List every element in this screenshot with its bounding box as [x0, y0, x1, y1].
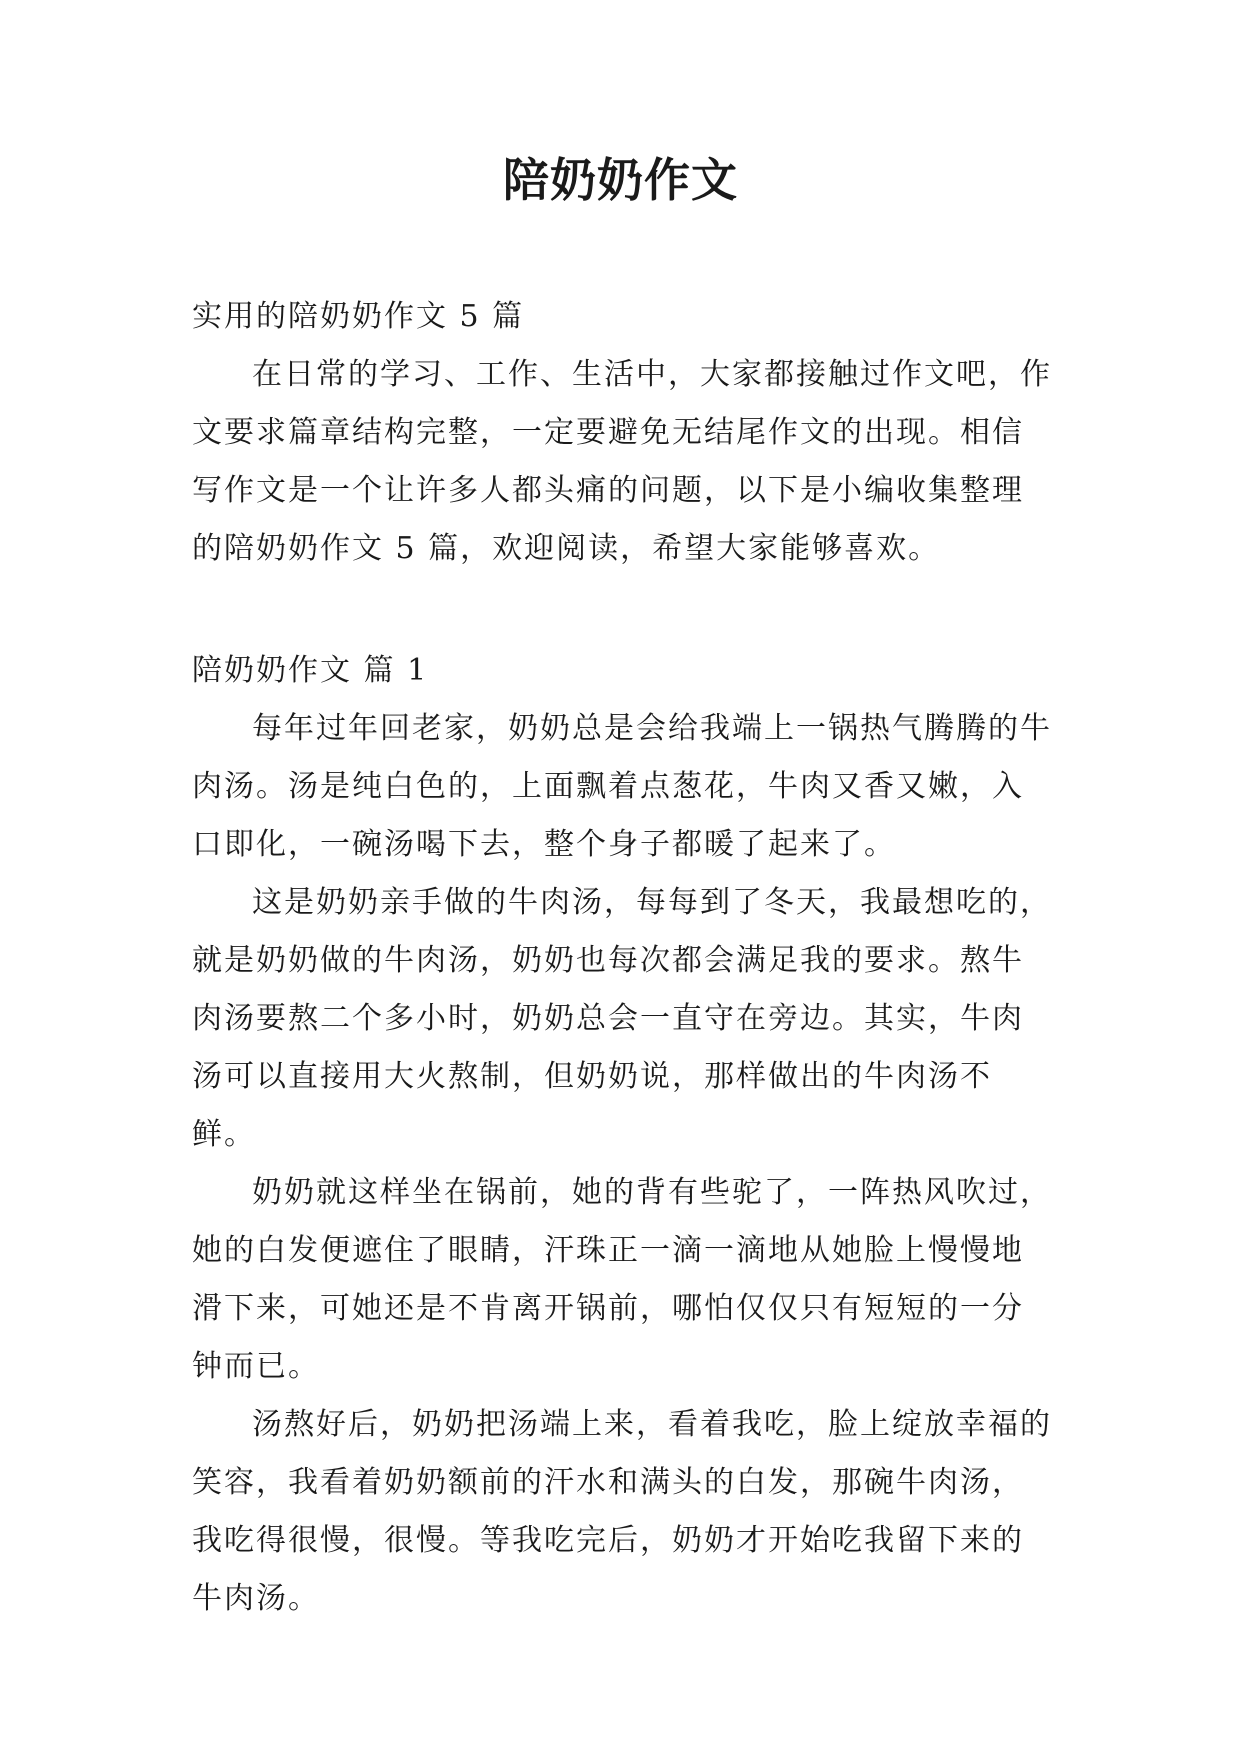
section-spacer	[192, 578, 1052, 642]
body-paragraph-3: 奶奶就这样坐在锅前，她的背有些驼了，一阵热风吹过，她的白发便遮住了眼睛，汗珠正一滴一滴地从她脸上慢慢地滑下来，可她还是不肯离开锅前，哪怕仅仅只有短短的一分钟而已。	[192, 1175, 1052, 1384]
document-body	[192, 288, 1052, 1628]
intro-paragraph: 在日常的学习、工作、生活中，大家都接触过作文吧，作文要求篇章结构完整，一定要避免无结尾作文的出现。相信写作文是一个让许多人都头痛的问题，以下是小编收集整理的陪奶奶作文 5 篇，欢迎阅读，希望大家能够喜欢。	[192, 357, 1052, 566]
body-paragraph-4: 汤熬好后，奶奶把汤端上来，看着我吃，脸上绽放幸福的笑容，我看着奶奶额前的汗水和满头的白发，那碗牛肉汤，我吃得很慢，很慢。等我吃完后，奶奶才开始吃我留下来的牛肉汤。	[192, 1407, 1052, 1616]
page-title: 陪奶奶作文	[503, 153, 738, 207]
body-paragraph-2: 这是奶奶亲手做的牛肉汤，每每到了冬天，我最想吃的，就是奶奶做的牛肉汤，奶奶也每次都会满足我的要求。熬牛肉汤要熬二个多小时，奶奶总会一直守在旁边。其实，牛肉汤可以直接用大火熬制，但奶奶说，那样做出的牛肉汤不鲜。	[192, 885, 1052, 1152]
subtitle: 实用的陪奶奶作文 5 篇	[192, 299, 525, 334]
body-paragraph-1: 每年过年回老家，奶奶总是会给我端上一锅热气腾腾的牛肉汤。汤是纯白色的，上面飘着点葱花，牛肉又香又嫩，入口即化，一碗汤喝下去，整个身子都暖了起来了。	[192, 711, 1052, 862]
section-heading: 陪奶奶作文 篇 1	[192, 653, 429, 688]
